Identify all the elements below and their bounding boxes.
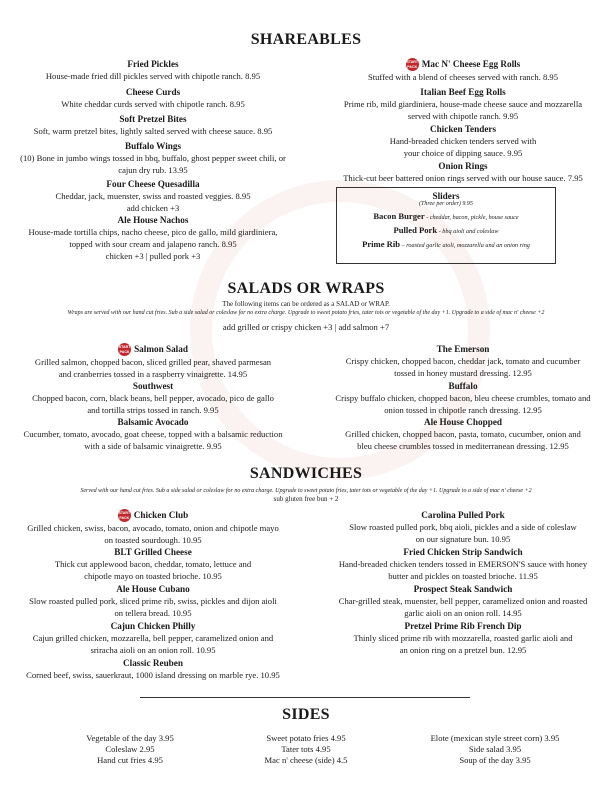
item-desc: Crispy chicken, chopped bacon, cheddar jack, tomato and cucumber xyxy=(345,356,581,366)
slider-name: Prime Rib xyxy=(362,239,401,249)
item-desc: Thick cut applewood bacon, cheddar, tomato, lettuce and xyxy=(54,559,252,569)
item-desc: on toasted sourdough. 10.95 xyxy=(104,535,202,546)
item-name: Prospect Steak Sandwich xyxy=(413,584,513,594)
item-name: Italian Beef Egg Rolls xyxy=(420,87,506,97)
item-desc: Cucumber, tomato, avocado, goat cheese, topped with a balsamic reduction xyxy=(23,429,283,439)
salads-intro: The following items can be ordered as a SALAD or WRAP. xyxy=(222,300,390,308)
side-item: Soup of the day 3.95 xyxy=(459,755,531,765)
menu-item xyxy=(318,58,608,83)
item-name: Ale House Cubano xyxy=(116,584,190,594)
item-name: Ale House Nachos xyxy=(117,215,189,225)
slider-desc: – roasted garlic aioli, mozzarella and an onion ring xyxy=(400,242,530,249)
slider-desc: - bbq aioli and coleslaw xyxy=(437,228,499,235)
menu-item xyxy=(318,583,608,619)
item-desc: Crispy buffalo chicken, chopped bacon, bleu cheese crumbles, tomato and xyxy=(335,393,591,403)
item-desc: on tellera bread. 10.95 xyxy=(114,608,192,618)
salads-title: SALADS OR WRAPS xyxy=(227,280,385,297)
sides-column xyxy=(216,733,396,766)
item-desc: butter and pickles on toasted brioche. 11.95 xyxy=(388,571,538,581)
menu-item xyxy=(318,86,608,122)
sliders-title: Sliders xyxy=(432,191,460,201)
item-name: Southwest xyxy=(132,381,174,391)
menu-item xyxy=(8,620,298,656)
menu-item xyxy=(8,86,298,110)
menu-item xyxy=(8,657,298,681)
item-desc: Thick-cut beer battered onion rings served with our house sauce. 7.95 xyxy=(343,173,583,183)
item-name: Ale House Chopped xyxy=(423,417,503,427)
salads-note: Wraps are served with our hand cut fries. Sub a side salad or coleslaw for no extra charge. Upgrade to sweet potato fries, tater tots or vegetable of the day +1. Upgrade to a side of mac n' cheese +2 xyxy=(67,310,545,316)
menu-item xyxy=(318,160,608,184)
item-desc: White cheddar curds served with chipotle ranch. 8.95 xyxy=(61,99,245,109)
item-name: Chicken Club xyxy=(133,510,189,520)
side-item: Coleslaw 2.95 xyxy=(105,744,155,754)
item-desc: Soft, warm pretzel bites, lightly salted served with cheese sauce. 8.95 xyxy=(33,126,273,136)
item-desc: Char-grilled steak, muenster, bell pepper, caramelized onion and roasted xyxy=(338,596,588,606)
sandwiches-note: Served with our hand cut fries. Sub a side salad or coleslaw for no extra charge. Upgrade to sweet potato fries, tater tots or vegetable of the day +1. Upgrade to a side of mac n' cheese +2 xyxy=(80,488,532,494)
menu-item xyxy=(8,380,298,416)
menu-item xyxy=(8,58,298,82)
menu-item xyxy=(8,416,298,452)
item-desc: with a side of balsamic vinaigrette. 9.95 xyxy=(84,441,222,451)
starter-pack-badge: START PACK xyxy=(406,58,419,71)
item-name: Carolina Pulled Pork xyxy=(421,510,505,520)
item-desc: cajun dry rub. 13.95 xyxy=(118,165,188,175)
item-desc: an onion ring on a pretzel bun. 12.95 xyxy=(399,645,527,655)
menu-item xyxy=(8,214,298,262)
starter-pack-badge: START PACK xyxy=(118,343,131,356)
item-desc: tossed in honey mustard dressing. 12.95 xyxy=(394,368,532,378)
item-desc: House-made tortilla chips, nacho cheese, pico de gallo, mild giardiniera, xyxy=(28,227,278,237)
item-desc: served with chipotle ranch. 9.95 xyxy=(407,111,519,121)
menu-item xyxy=(8,178,298,214)
side-item: Side salad 3.95 xyxy=(468,744,522,754)
item-desc: Corned beef, swiss, sauerkraut, 1000 island dressing on marble rye. 10.95 xyxy=(26,670,280,680)
item-desc: Hand-breaded chicken tenders tossed in EMERSON'S sauce with honey xyxy=(338,559,588,569)
item-name: Cajun Chicken Philly xyxy=(110,621,196,631)
menu-item xyxy=(8,113,298,137)
item-desc: Grilled salmon, chopped bacon, sliced grilled pear, shaved parmesan xyxy=(34,357,272,368)
side-item: Sweet potato fries 4.95 xyxy=(266,733,346,743)
item-name: Classic Reuben xyxy=(123,658,183,668)
item-desc: House-made fried dill pickles served with chipotle ranch. 8.95 xyxy=(45,71,261,81)
item-name: Cheese Curds xyxy=(125,87,181,97)
menu-item xyxy=(318,380,608,416)
item-name: The Emerson xyxy=(436,344,490,354)
sliders-subtitle: (Three per order) 9.95 xyxy=(419,201,473,207)
slider-name: Bacon Burger xyxy=(373,211,425,221)
item-name: BLT Grilled Cheese xyxy=(114,547,192,557)
item-desc: your choice of dipping sauce. 9.95 xyxy=(403,148,523,158)
menu-item xyxy=(8,509,298,546)
item-desc: on our signature bun. 10.95 xyxy=(415,534,511,544)
slider-row xyxy=(337,225,555,235)
menu-item xyxy=(318,620,608,656)
side-item: Mac n' cheese (side) 4.5 xyxy=(264,755,348,765)
side-item: Hand cut fries 4.95 xyxy=(97,755,163,765)
item-name: Buffalo Wings xyxy=(124,141,182,151)
item-desc: Hand-breaded chicken tenders served with xyxy=(389,136,537,146)
item-desc: Slow roasted pulled pork, bbq aioli, pickles and a side of coleslaw xyxy=(349,522,577,532)
item-desc: (10) Bone in jumbo wings tossed in bbq, buffalo, ghost pepper sweet chili, or xyxy=(20,153,286,163)
item-desc: Stuffed with a blend of cheeses served with ranch. 8.95 xyxy=(367,72,559,83)
sliders-box xyxy=(336,187,556,264)
slider-row xyxy=(337,211,555,221)
item-desc: Grilled chicken, chopped bacon, pasta, tomato, cucumber, onion and xyxy=(345,429,581,439)
item-desc: Slow roasted pulled pork, sliced prime rib, swiss, pickles and dijon aioli xyxy=(29,596,277,606)
item-name: Salmon Salad xyxy=(134,344,188,354)
menu-item xyxy=(318,509,608,545)
menu-item xyxy=(318,123,608,159)
item-desc: and tortilla strips tossed in ranch. 9.95 xyxy=(87,405,219,415)
item-name: Chicken Tenders xyxy=(429,124,497,134)
slider-desc: - cheddar, bacon, pickle, house sauce xyxy=(424,214,519,221)
item-name: Fried Chicken Strip Sandwich xyxy=(403,547,523,557)
item-name: Fried Pickles xyxy=(127,59,179,69)
gluten-free-note: sub gluten free bun + 2 xyxy=(273,495,339,503)
menu-item xyxy=(318,546,608,582)
sandwiches-title: SANDWICHES xyxy=(249,465,363,482)
item-desc: sriracha aioli on an onion roll. 10.95 xyxy=(90,645,216,655)
item-desc: onion tossed in chipotle ranch dressing. 12.95 xyxy=(384,405,542,415)
item-desc: Grilled chicken, swiss, bacon, avocado, tomato, onion and chipotle mayo xyxy=(27,523,279,534)
divider-rule xyxy=(140,697,470,698)
menu-item xyxy=(318,343,608,379)
item-desc: add chicken +3 xyxy=(126,203,180,213)
item-desc: Chopped bacon, corn, black beans, bell pepper, avocado, pico de gallo xyxy=(32,393,274,403)
menu-item xyxy=(8,343,298,380)
menu-item xyxy=(8,140,298,176)
item-desc: topped with sour cream and jalapeno ranch. 8.95 xyxy=(69,239,237,249)
slider-name: Pulled Pork xyxy=(393,225,438,235)
sides-column xyxy=(395,733,595,766)
item-name: Four Cheese Quesadilla xyxy=(106,179,200,189)
sides-title: SIDES xyxy=(282,706,330,723)
item-desc: Prime rib, mild giardiniera, house-made cheese sauce and mozzarella xyxy=(343,99,583,109)
item-name: Buffalo xyxy=(448,381,478,391)
menu-item xyxy=(8,583,298,619)
item-desc: Thinly sliced prime rib with mozzarella, roasted garlic aioli and xyxy=(353,633,573,643)
side-item: Tater tots 4.95 xyxy=(281,744,331,754)
item-desc: bleu cheese crumbles tossed in mediterranean dressing. 12.95 xyxy=(357,441,569,451)
item-desc: garlic aioli on an onion roll. 14.95 xyxy=(404,608,522,618)
item-name: Soft Pretzel Bites xyxy=(119,114,187,124)
item-desc: Cajun grilled chicken, mozzarella, bell pepper, caramelized onion and xyxy=(32,633,274,643)
slider-row xyxy=(337,239,555,249)
menu-item xyxy=(8,546,298,582)
item-name: Balsamic Avocado xyxy=(117,417,189,427)
sides-column xyxy=(40,733,220,766)
side-item: Elote (mexican style street corn) 3.95 xyxy=(430,733,560,743)
item-name: Onion Rings xyxy=(438,161,488,171)
item-name: Pretzel Prime Rib French Dip xyxy=(404,621,522,631)
starter-pack-badge: START PACK xyxy=(118,509,131,522)
salads-addons: add grilled or crispy chicken +3 | add salmon +7 xyxy=(222,322,390,332)
item-desc: and cranberries tossed in a raspberry vinaigrette. 14.95 xyxy=(58,369,248,380)
menu-item xyxy=(318,416,608,452)
item-desc: Cheddar, jack, muenster, swiss and roasted veggies. 8.95 xyxy=(55,191,251,201)
item-desc: chipotle mayo on toasted brioche. 10.95 xyxy=(84,571,222,581)
side-item: Vegetable of the day 3.95 xyxy=(86,733,174,743)
item-name: Mac N' Cheese Egg Rolls xyxy=(421,59,521,69)
item-desc: chicken +3 | pulled pork +3 xyxy=(105,251,201,261)
shareables-title: SHAREABLES xyxy=(250,31,362,48)
